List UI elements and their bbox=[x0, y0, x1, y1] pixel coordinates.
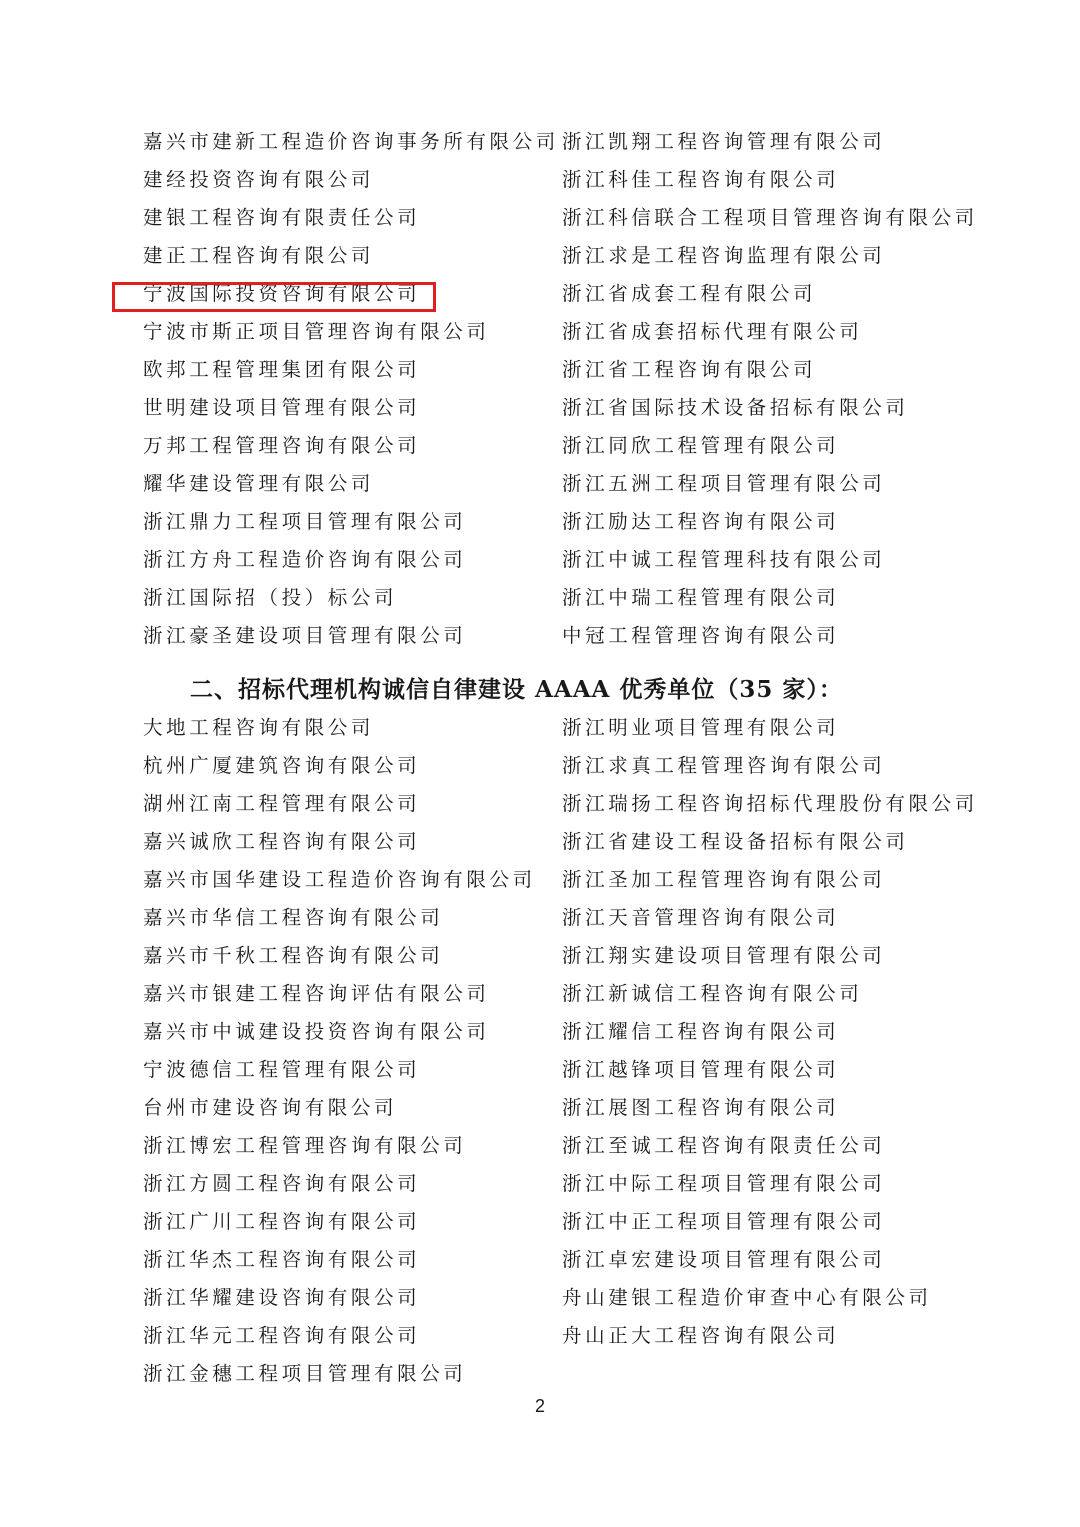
company-list-item: 万邦工程管理咨询有限公司 bbox=[143, 434, 421, 457]
highlight-box bbox=[112, 282, 436, 312]
company-list-item: 浙江豪圣建设项目管理有限公司 bbox=[143, 624, 467, 647]
company-list-item: 浙江五洲工程项目管理有限公司 bbox=[562, 472, 886, 495]
company-list-item: 浙江省成套工程有限公司 bbox=[562, 282, 817, 305]
company-list-item: 浙江越锋项目管理有限公司 bbox=[562, 1058, 840, 1081]
company-list-item: 浙江广川工程咨询有限公司 bbox=[143, 1210, 421, 1233]
section1-left-column bbox=[143, 123, 559, 655]
company-list-item: 浙江展图工程咨询有限公司 bbox=[562, 1096, 840, 1119]
company-list-item: 浙江至诚工程咨询有限责任公司 bbox=[562, 1134, 886, 1157]
company-list-item: 浙江方圆工程咨询有限公司 bbox=[143, 1172, 421, 1195]
company-list-item: 浙江瑞扬工程咨询招标代理股份有限公司 bbox=[562, 792, 978, 815]
company-list-item: 浙江博宏工程管理咨询有限公司 bbox=[143, 1134, 467, 1157]
company-list-item: 嘉兴市中诚建设投资咨询有限公司 bbox=[143, 1020, 490, 1043]
company-list-item: 台州市建设咨询有限公司 bbox=[143, 1096, 398, 1119]
page-number: 2 bbox=[534, 1396, 545, 1416]
company-list-item: 嘉兴市建新工程造价咨询事务所有限公司 bbox=[143, 130, 559, 153]
company-list-item: 浙江天音管理咨询有限公司 bbox=[562, 906, 840, 929]
company-list-item: 舟山正大工程咨询有限公司 bbox=[562, 1324, 840, 1347]
company-list-item: 浙江华元工程咨询有限公司 bbox=[143, 1324, 421, 1347]
section2-left-column bbox=[143, 709, 536, 1393]
company-list-item: 嘉兴市千秋工程咨询有限公司 bbox=[143, 944, 444, 967]
company-list-item: 中冠工程管理咨询有限公司 bbox=[562, 624, 840, 647]
company-list-item: 浙江卓宏建设项目管理有限公司 bbox=[562, 1248, 886, 1271]
company-list-item: 杭州广厦建筑咨询有限公司 bbox=[143, 754, 421, 777]
company-list-item: 浙江中正工程项目管理有限公司 bbox=[562, 1210, 886, 1233]
company-list-item: 浙江科信联合工程项目管理咨询有限公司 bbox=[562, 206, 978, 229]
company-list-item: 世明建设项目管理有限公司 bbox=[143, 396, 421, 419]
company-list-item: 浙江华杰工程咨询有限公司 bbox=[143, 1248, 421, 1271]
company-list-item: 嘉兴市国华建设工程造价咨询有限公司 bbox=[143, 868, 536, 891]
company-list-item: 浙江省建设工程设备招标有限公司 bbox=[562, 830, 909, 853]
company-list-item: 浙江凯翔工程咨询管理有限公司 bbox=[562, 130, 886, 153]
company-list-item: 浙江新诚信工程咨询有限公司 bbox=[562, 982, 863, 1005]
company-list-item: 嘉兴诚欣工程咨询有限公司 bbox=[143, 830, 421, 853]
company-list-item: 欧邦工程管理集团有限公司 bbox=[143, 358, 421, 381]
company-list-item: 浙江中瑞工程管理有限公司 bbox=[562, 586, 840, 609]
company-list-item: 嘉兴市华信工程咨询有限公司 bbox=[143, 906, 444, 929]
company-list-item: 浙江中际工程项目管理有限公司 bbox=[562, 1172, 886, 1195]
company-list-item: 浙江圣加工程管理咨询有限公司 bbox=[562, 868, 886, 891]
company-list-item: 浙江省成套招标代理有限公司 bbox=[562, 320, 863, 343]
company-list-item: 舟山建银工程造价审查中心有限公司 bbox=[562, 1286, 932, 1309]
company-list-item: 浙江励达工程咨询有限公司 bbox=[562, 510, 840, 533]
section2-heading: 二、招标代理机构诚信自律建设 AAAA 优秀单位（35 家）： bbox=[190, 676, 843, 703]
company-list-item: 浙江中诚工程管理科技有限公司 bbox=[562, 548, 886, 571]
company-list-item: 湖州江南工程管理有限公司 bbox=[143, 792, 421, 815]
company-list-item: 嘉兴市银建工程咨询评估有限公司 bbox=[143, 982, 490, 1005]
section2-right-column bbox=[562, 709, 978, 1355]
company-list-item: 浙江科佳工程咨询有限公司 bbox=[562, 168, 840, 191]
company-list-item: 建银工程咨询有限责任公司 bbox=[143, 206, 421, 229]
company-list-item: 浙江国际招（投）标公司 bbox=[143, 586, 398, 609]
company-list-item: 浙江方舟工程造价咨询有限公司 bbox=[143, 548, 467, 571]
company-list-item: 宁波国际投资咨询有限公司 bbox=[143, 282, 421, 305]
company-list-item: 浙江鼎力工程项目管理有限公司 bbox=[143, 510, 467, 533]
company-list-item: 浙江求真工程管理咨询有限公司 bbox=[562, 754, 886, 777]
company-list-item: 建经投资咨询有限公司 bbox=[143, 168, 375, 191]
company-list-item: 浙江明业项目管理有限公司 bbox=[562, 716, 840, 739]
company-list-item: 建正工程咨询有限公司 bbox=[143, 244, 375, 267]
company-list-item: 宁波德信工程管理有限公司 bbox=[143, 1058, 421, 1081]
section1-right-column bbox=[562, 123, 978, 655]
company-list-item: 宁波市斯正项目管理咨询有限公司 bbox=[143, 320, 490, 343]
company-list-item: 浙江耀信工程咨询有限公司 bbox=[562, 1020, 840, 1043]
company-list-item: 浙江省工程咨询有限公司 bbox=[562, 358, 817, 381]
company-list-item: 大地工程咨询有限公司 bbox=[143, 716, 375, 739]
company-list-item: 浙江求是工程咨询监理有限公司 bbox=[562, 244, 886, 267]
company-list-item: 浙江省国际技术设备招标有限公司 bbox=[562, 396, 909, 419]
company-list-item: 浙江同欣工程管理有限公司 bbox=[562, 434, 840, 457]
company-list-item: 浙江华耀建设咨询有限公司 bbox=[143, 1286, 421, 1309]
company-list-item: 浙江金穗工程项目管理有限公司 bbox=[143, 1362, 467, 1385]
company-list-item: 耀华建设管理有限公司 bbox=[143, 472, 375, 495]
company-list-item: 浙江翔实建设项目管理有限公司 bbox=[562, 944, 886, 967]
